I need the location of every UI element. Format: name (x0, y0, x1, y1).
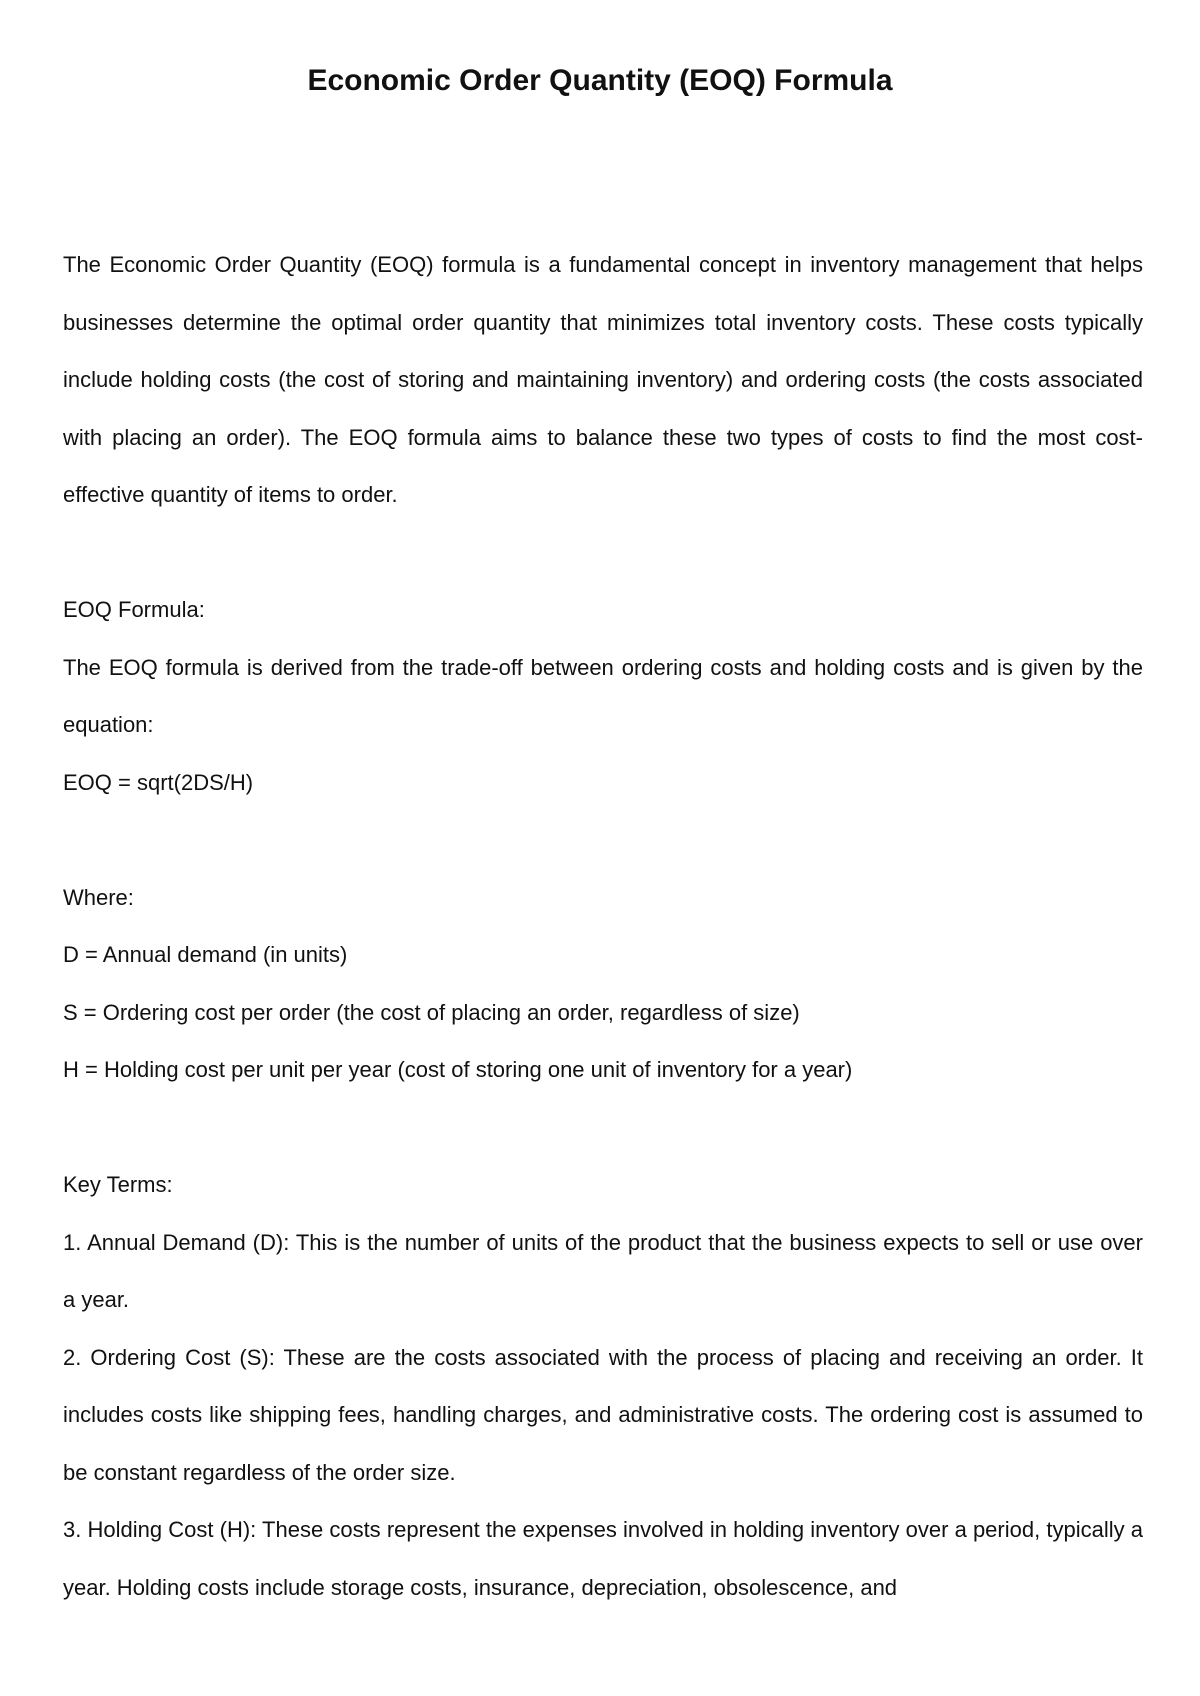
variable-definition: S = Ordering cost per order (the cost of placing an order, regardless of size) (63, 999, 800, 1025)
key-terms-heading: Key Terms: (63, 1172, 173, 1197)
formula-equation: EOQ = sqrt(2DS/H) (63, 769, 254, 795)
key-term-item: 2. Ordering Cost (S): These are the costs associated with the process of placing and receiving an order. It includes costs like shipping fees, handling charges, and administrative costs. The ordering cost is assumed to be constant regardless of the order size. (63, 1344, 1143, 1485)
key-term-item: 1. Annual Demand (D): This is the number of units of the product that the business expects to sell or use over a year. (63, 1229, 1143, 1312)
spacer (63, 1099, 1143, 1157)
variable-definition: D = Annual demand (in units) (63, 942, 348, 967)
document-title: Economic Order Quantity (EOQ) Formula (307, 64, 893, 97)
spacer (63, 811, 1143, 869)
spacer (63, 524, 1143, 582)
key-term-item: 3. Holding Cost (H): These costs represent the expenses involved in holding inventory over a period, typically a year. Holding costs include storage costs, insurance, depreciation, obsolescence, and (63, 1517, 1143, 1600)
formula-description: The EOQ formula is derived from the trade-off between ordering costs and holding costs and is given by the equation: (63, 654, 1143, 737)
document-body (63, 236, 1143, 1616)
where-heading: Where: (63, 884, 134, 910)
formula-heading: EOQ Formula: (63, 597, 205, 622)
intro-paragraph: The Economic Order Quantity (EOQ) formula is a fundamental concept in inventory management that helps businesses determine the optimal order quantity that minimizes total inventory costs. These costs typically include holding costs (the cost of storing and maintaining inventory) and ordering costs (the costs associated with placing an order). The EOQ formula aims to balance these two types of costs to find the most cost-effective quantity of items to order. (63, 252, 1143, 507)
variable-definition: H = Holding cost per unit per year (cost of storing one unit of inventory for a year) (63, 1057, 853, 1082)
